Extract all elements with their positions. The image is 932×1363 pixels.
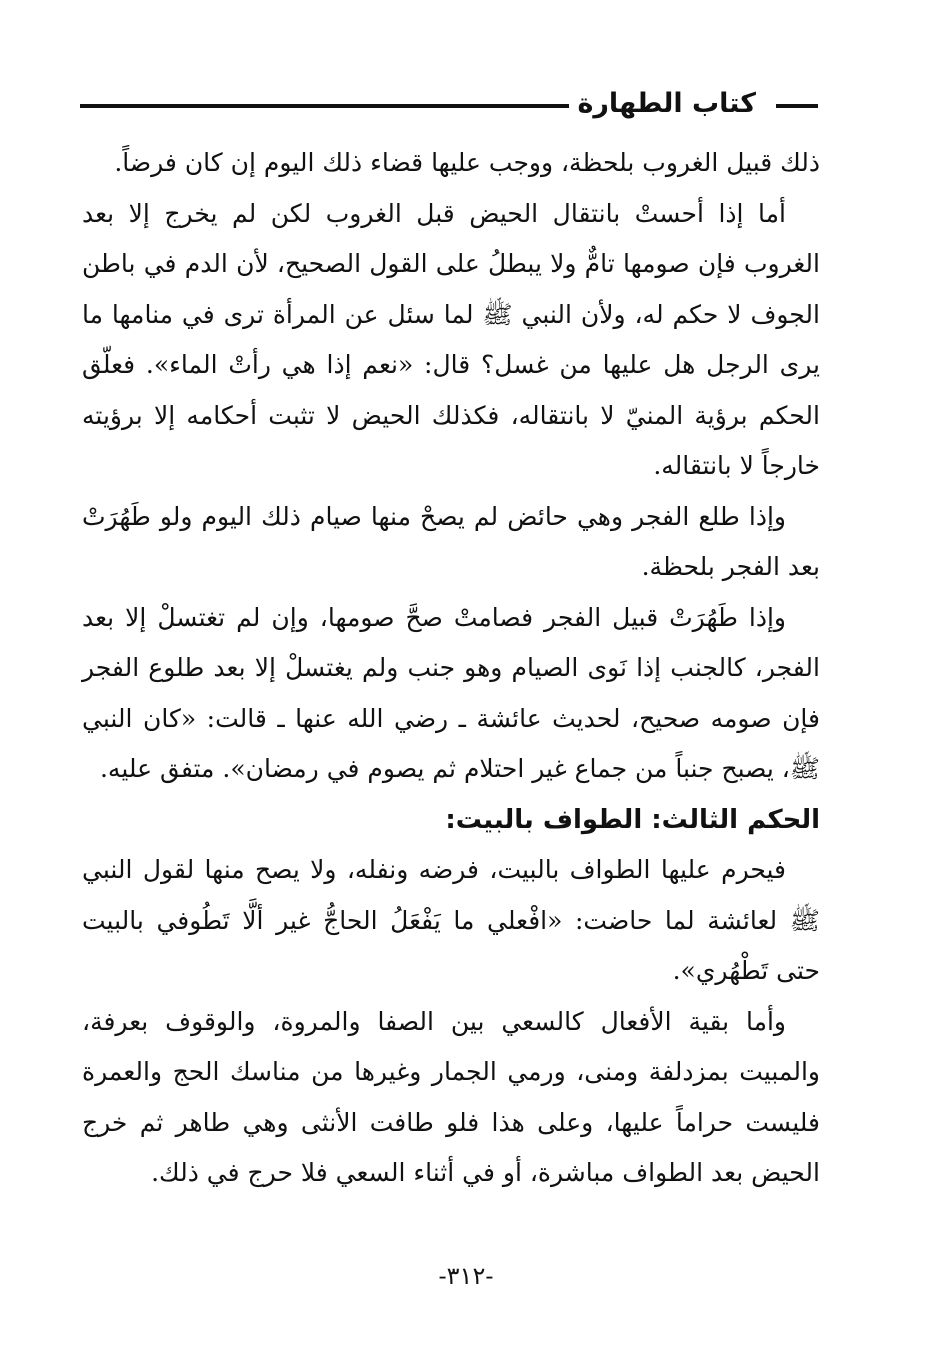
- paragraph-3: وإذا طلع الفجر وهي حائض لم يصحْ منها صيام ذلك اليوم ولو طَهُرَتْ بعد الفجر بلحظة.: [82, 501, 820, 581]
- header-rule: [80, 104, 648, 108]
- paragraph-6: وأما بقية الأفعال كالسعي بين الصفا والمروة، والوقوف بعرفة، والمبيت بمزدلفة ومنى، ورمي الجمار وغيرها من مناسك الحج والعمرة فليست حراماً عليها، وعلى هذا فلو طافت الأنثى وهي طاهر ثم خرج الحيض بعد الطواف مباشرة، أو في أثناء السعي فلا حرج في ذلك.: [82, 1006, 820, 1187]
- header-dash: [776, 104, 818, 108]
- paragraph-4: وإذا طَهُرَتْ قبيل الفجر فصامتْ صحَّ صومها، وإن لم تغتسلْ إلا بعد الفجر، كالجنب إذا نَوى الصيام وهو جنب ولم يغتسلْ إلا بعد طلوع الفجر فإن صومه صحيح، لحديث عائشة ـ رضي الله عنها ـ قالت: «كان النبي ﷺ، يصبح جنباً من جماع غير احتلام ثم يصوم في رمضان». متفق عليه.: [82, 602, 820, 783]
- running-header: [80, 82, 818, 126]
- paragraph-1: ذلك قبيل الغروب بلحظة، ووجب عليها قضاء ذلك اليوم إن كان فرضاً.: [114, 148, 820, 177]
- paragraph-2: أما إذا أحستْ بانتقال الحيض قبل الغروب لكن لم يخرج إلا بعد الغروب فإن صومها تامٌّ ولا يبطلُ على القول الصحيح، لأن الدم في باطن الجوف لا حكم له، ولأن النبي ﷺ لما سئل عن المرأة ترى في منامها ما يرى الرجل هل عليها من غسل؟ قال: «نعم إذا هي رأتْ الماء». فعلّق الحكم برؤية المنيّ لا بانتقاله، فكذلك الحيض لا تثبت أحكامه إلا برؤيته خارجاً لا بانتقاله.: [82, 198, 820, 480]
- paragraph-5: فيحرم عليها الطواف بالبيت، فرضه ونفله، ولا يصح منها لقول النبي ﷺ لعائشة لما حاضت: «افْعلي ما يَفْعَلُ الحاجُّ غير ألَّا تَطُوفي بالبيت حتى تَطْهُري».: [82, 855, 820, 985]
- body-text: [82, 138, 820, 1199]
- header-title: كتاب الطهارة: [569, 82, 764, 126]
- page-number: -٣١٢-: [438, 1262, 494, 1290]
- section-heading: الحكم الثالث: الطواف بالبيت:: [445, 804, 820, 835]
